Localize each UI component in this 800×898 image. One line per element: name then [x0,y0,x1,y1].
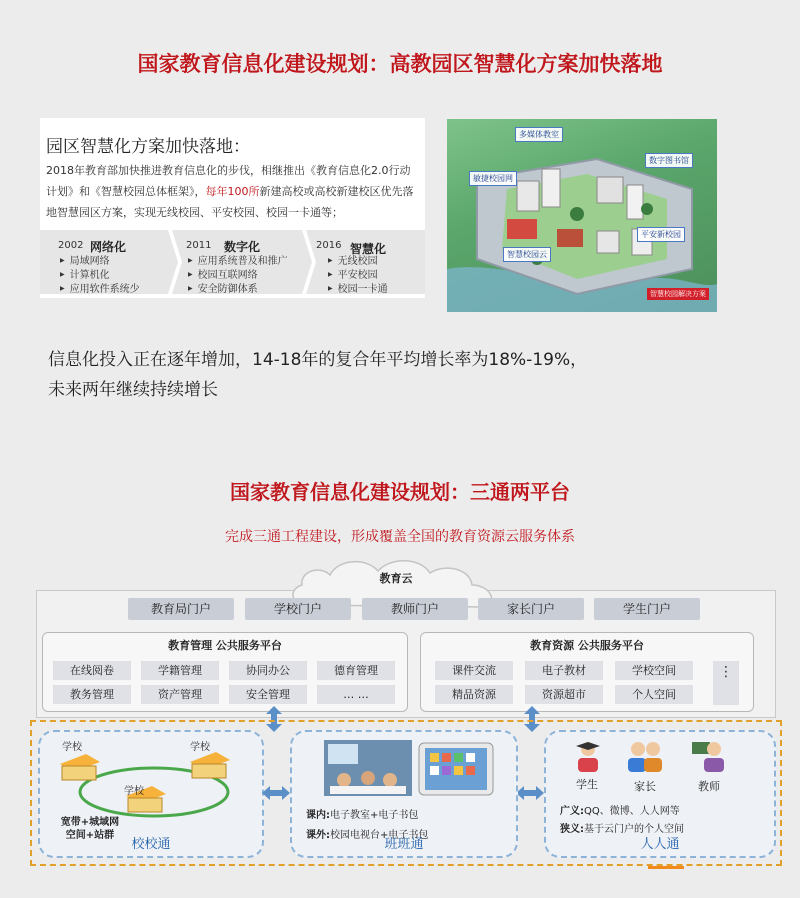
page-title: 国家教育信息化建设规划：高教园区智慧化方案加快落地 [137,52,663,76]
after-class-label: 课外: [306,830,330,841]
cloud-label: 教育云 [379,572,413,585]
portal-parent: 家长门户 [478,598,584,620]
narrow-value: 基于云门户的个人空间 [584,824,684,835]
school-desc-line: 空间+站群 [65,830,115,841]
panel-school-link [38,730,264,858]
info-card [40,118,425,298]
section-subtitle: 完成三通工程建设，形成覆盖全国的教育资源云服务体系 [225,529,575,545]
illustration-caption: 智慧校园解决方案 [647,288,709,300]
platform-chip: 课件交流 [435,661,513,680]
stage-name: 智慧化 [350,242,387,256]
portal-student: 学生门户 [594,598,700,620]
stage-networking [40,230,168,294]
stage-item: ▶ 应用系统普及和推广 [188,254,288,268]
teacher-icon [692,740,724,772]
narrow-label: 狭义: [560,824,584,835]
leftright-arrow-icon [516,786,544,800]
smart-campus-illustration [447,119,717,312]
campus-label: 平安新校园 [637,227,685,242]
stage-name: 网络化 [90,240,127,254]
in-class-label: 课内: [306,810,330,821]
school-building-icon [190,752,230,778]
panel-title: 班班通 [384,837,424,852]
chevron-separator-icon [168,230,182,294]
student-icon [574,740,602,772]
parent-icon [626,740,664,772]
platform-chip: 学籍管理 [141,661,219,680]
after-class-value: 校园电视台+电子书包 [330,830,429,841]
platform-chip: 资产管理 [141,685,219,704]
stage-digital [182,230,306,294]
platform-chip: 精品资源 [435,685,513,704]
paragraph-line: 未来两年继续持续增长 [48,380,218,400]
school-label: 学校 [190,742,210,753]
stage-item: ▶ 平安校园 [328,268,388,282]
role-label: 教师 [698,780,720,793]
platform-chip: 学校空间 [615,661,693,680]
campus-label: 多媒体教室 [515,127,563,142]
stage-items [328,254,388,296]
stage-year: 2011 [186,240,212,251]
broad-line [560,802,680,817]
investment-paragraph [48,345,587,405]
resource-platform [420,632,754,712]
platform-chip: 在线阅卷 [53,661,131,680]
platform-chip: … … [317,685,395,704]
school-label: 学校 [62,742,82,753]
stage-name: 数字化 [224,240,261,254]
management-platform [42,632,408,712]
campus-label: 数字图书馆 [645,153,693,168]
chevron-separator-icon [302,230,316,294]
leftright-arrow-icon [262,786,290,800]
stage-item: ▶ 应用软件系统少 [60,282,140,296]
stage-timeline [40,230,425,294]
card-body [46,160,418,223]
platform-chip: 安全管理 [229,685,307,704]
panel-title: 人人通 [640,837,680,852]
in-class-value: 电子教室+电子书包 [330,810,419,821]
stage-year: 2002 [58,240,84,251]
panel-class-link [290,730,518,858]
paragraph-line: 信息化投入正在逐年增加，14-18年的复合年平均增长率为18%-19%， [48,350,588,370]
broad-label: 广义: [560,806,584,817]
campus-label: 智慧校园云 [503,247,551,262]
campus-label: 敏捷校园网 [469,171,517,186]
accent-bar [648,866,684,869]
stage-item: ▶ 局域网络 [60,254,140,268]
card-body-highlight: 每年100所 [205,185,260,198]
school-desc-line: 宽带+城域网 [60,817,120,828]
school-building-icon [60,754,100,780]
role-label: 家长 [634,780,656,793]
platform-chip: 电子教材 [525,661,603,680]
stage-smart [316,230,425,294]
portal-education-bureau: 教育局门户 [128,598,234,620]
platform-chip: 德育管理 [317,661,395,680]
portal-school: 学校门户 [245,598,351,620]
stage-items [60,254,140,296]
stage-item: ▶ 校园互联网络 [188,268,288,282]
stage-item: ▶ 无线校园 [328,254,388,268]
platform-title: 教育管理 公共服务平台 [168,639,282,652]
platform-title: 教育资源 公共服务平台 [530,639,644,652]
section-title: 国家教育信息化建设规划：三通两平台 [230,480,570,504]
tablet-icon [418,742,494,796]
platform-chip: 协同办公 [229,661,307,680]
stage-item: ▶ 校园一卡通 [328,282,388,296]
stage-items [188,254,288,296]
classroom-photo-icon [324,740,412,796]
broad-value: QQ、微博、人人网等 [584,806,680,817]
stage-item: ▶ 计算机化 [60,268,140,282]
card-body-text-end: 新建高校或高校新建校区优先落地智慧园区方案，实现无线校园、平安校园、校园一卡通等； [46,185,414,219]
in-class-line [306,806,418,821]
stage-year: 2016 [316,240,342,251]
role-label: 学生 [576,778,598,791]
platform-chip: 教务管理 [53,685,131,704]
platform-chip: 资源超市 [525,685,603,704]
card-heading: 园区智慧化方案加快落地： [46,137,250,157]
platform-chip: 个人空间 [615,685,693,704]
campus-map-drawing [447,119,717,312]
stage-item: ▶ 安全防御体系 [188,282,288,296]
panel-title: 校校通 [131,837,171,852]
portal-teacher: 教师门户 [362,598,468,620]
card-body-text: 2018年教育部加快推进教育信息化的步伐，相继推出《教育信息化2.0行动计划》和《智慧校园总体框架》， [46,164,411,198]
more-items-icon: ⋮ [713,661,739,705]
panel-people-link [544,730,776,858]
school-label: 学校 [124,786,144,797]
